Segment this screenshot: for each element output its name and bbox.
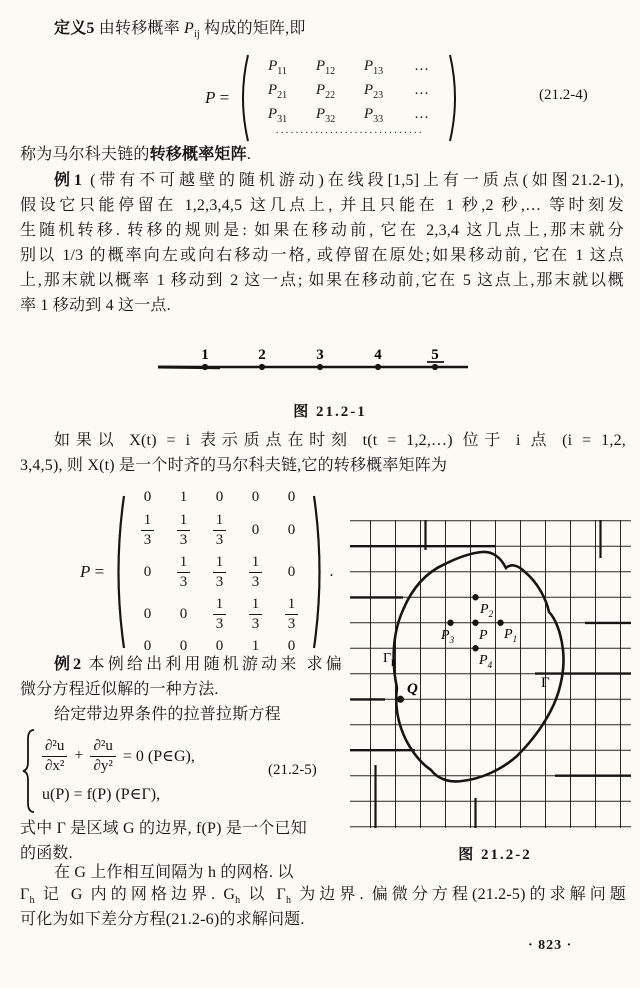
matrix-cell: 1 xyxy=(179,489,188,505)
matrix-cell: $\frac{1}{3}$ xyxy=(285,596,299,632)
matrix-cell: $P_{13}$ xyxy=(363,58,384,77)
left-paren xyxy=(112,493,126,651)
matrix-cell: 0 xyxy=(143,563,152,580)
paragraph-line: 生随机转移. 转移的规则是: 如果在移动前, 它在 2,3,4 这几点上,那末就分 xyxy=(20,222,624,239)
equation-tag-2124: (21.2-4) xyxy=(539,87,588,103)
point-p2-dot xyxy=(472,594,478,600)
matrix-lhs: P = xyxy=(205,88,234,107)
pde-rhs: = 0 (P∈G), xyxy=(122,748,195,765)
point-dot xyxy=(259,364,265,370)
paragraph-line: 上,那末就以概率 1 移动到 2 这一点; 如果在移动前,它在 5 这点上,那末就以概 xyxy=(20,272,624,289)
matrix-cell: … xyxy=(413,82,429,98)
matrix-cell: $\frac{1}{3}$ xyxy=(141,512,155,548)
matrix-cell: 0 xyxy=(143,489,152,505)
matrix-cell: $P_{22}$ xyxy=(315,82,336,101)
matrix-cell: 1 xyxy=(251,638,260,654)
page-number: · 823 · xyxy=(528,938,573,953)
label-p1: $P_1$ xyxy=(504,627,518,644)
label-p4: $P_4$ xyxy=(479,653,493,670)
matrix-cell: $P_{21}$ xyxy=(267,82,288,101)
paragraph-line: 例1 (带有不可越壁的随机游动)在线段[1,5]上有一质点(如图21.2-1), xyxy=(54,172,624,189)
boundary-condition-line xyxy=(42,784,195,804)
matrix-cell: 0 xyxy=(287,489,296,505)
equation-matrix-p xyxy=(80,489,334,654)
matrix-dots-row: ······························ xyxy=(275,130,424,138)
figure-2-caption: 图 21.2-2 xyxy=(458,847,532,863)
matrix-cell: $P_{23}$ xyxy=(363,82,384,101)
label-p2: $P_2$ xyxy=(480,602,494,619)
point-dot xyxy=(432,364,438,370)
matrix-cell: $P_{33}$ xyxy=(363,106,384,125)
label-gamma: Γ xyxy=(541,675,550,691)
right-paren xyxy=(312,493,326,651)
point-p-dot xyxy=(472,620,478,626)
point-label: 1 xyxy=(201,347,209,363)
matrix-cell: $\frac{1}{3}$ xyxy=(177,512,191,548)
equation-tag-2125: (21.2-5) xyxy=(268,762,317,778)
paragraph-line: 如果以 X(t) = i 表示质点在时刻 t(t = 1,2,…) 位于 i 点 (i = 1,2, xyxy=(54,432,626,449)
paragraph-line: $\Gamma_h$ 记 G 内的网格边界. $G_h$ 以 $\Gamma_h$ 为边界. 偏微分方程(21.2-5)的求解问题 xyxy=(20,886,626,907)
matrix-cell: 0 xyxy=(287,521,296,538)
transition-matrix-p xyxy=(129,489,309,655)
matrix-name-paragraph: 称为马尔科夫链的转移概率矩阵. xyxy=(20,146,252,163)
example-1-paragraph xyxy=(20,168,624,318)
paragraph-line: 式中 Γ 是区域 G 的边界, f(P) 是一个已知 xyxy=(20,820,307,837)
matrix-cell: … xyxy=(413,106,429,122)
matrix-cell: $\frac{1}{3}$ xyxy=(213,512,227,548)
gamma-explanation-paragraph xyxy=(20,816,342,866)
transition-matrix-2124 xyxy=(253,58,445,138)
matrix-cell: 0 xyxy=(143,638,152,654)
paragraph-line: 别以 1/3 的概率向左或向右移动一格, 或停留在原处;如果移动前, 它在 1 这点 xyxy=(20,247,624,264)
paragraph-line: 的函数. xyxy=(20,845,73,862)
point-dot xyxy=(375,364,381,370)
matrix-period: . xyxy=(329,563,334,580)
matrix-cell: 0 xyxy=(215,489,224,505)
equation-21-2-4 xyxy=(205,52,461,144)
matrix-lhs: P = xyxy=(80,562,109,581)
point-p1-dot xyxy=(497,620,503,626)
matrix-cell: $\frac{1}{3}$ xyxy=(249,554,263,590)
fraction-term: $\frac{\text{∂²u}}{\text{∂y²}}$ xyxy=(90,738,115,774)
label-gamma-h: $\Gamma_h$ xyxy=(383,651,396,668)
equation-21-2-5 xyxy=(22,728,195,814)
point-label: 4 xyxy=(374,347,382,363)
matrix-cell: $\frac{1}{3}$ xyxy=(213,554,227,590)
point-p3-dot xyxy=(447,620,453,626)
matrix-cell: $P_{12}$ xyxy=(315,58,336,77)
plus-sign: + xyxy=(74,747,84,764)
example-2-paragraph xyxy=(20,652,342,702)
matrix-cell: $P_{11}$ xyxy=(268,58,287,77)
markov-chain-paragraph xyxy=(20,428,626,478)
point-label: 3 xyxy=(316,347,324,363)
left-paren xyxy=(237,52,250,144)
matrix-cell: $P_{31}$ xyxy=(267,106,288,125)
paragraph-line: 微分方程近似解的一种方法. xyxy=(20,681,219,698)
matrix-cell: 0 xyxy=(251,521,260,538)
label-p3: $P_3$ xyxy=(441,628,455,645)
definition-5-paragraph: 定义5 由转移概率 $P_{ij}$ 构成的矩阵,即 xyxy=(54,20,306,41)
matrix-cell: 0 xyxy=(179,605,188,622)
left-brace xyxy=(22,728,36,814)
figure-21-2-1 xyxy=(150,340,480,382)
paragraph-line: 可化为如下差分方程(21.2-6)的求解问题. xyxy=(20,911,305,928)
paragraph-line: 例2 本例给出利用随机游动来 求偏 xyxy=(54,656,342,673)
label-q: Q xyxy=(407,681,418,697)
label-p: P xyxy=(479,628,488,643)
laplace-intro-line: 给定带边界条件的拉普拉斯方程 xyxy=(54,706,281,723)
grid-boundary-paragraph xyxy=(20,882,626,932)
paragraph-line: 3,4,5), 则 X(t) 是一个时齐的马尔科夫链,它的转移概率矩阵为 xyxy=(20,457,448,474)
matrix-cell: $\frac{1}{3}$ xyxy=(177,554,191,590)
pde-line xyxy=(42,738,195,774)
matrix-cell: 0 xyxy=(143,605,152,622)
matrix-cell: $\frac{1}{3}$ xyxy=(249,596,263,632)
point-dot xyxy=(317,364,323,370)
point-label: 2 xyxy=(258,347,266,363)
boundary-condition: u(P) = f(P) (P∈Γ), xyxy=(42,786,161,803)
matrix-cell: 0 xyxy=(251,489,260,505)
paragraph-line: 假设它只能停留在 1,2,3,4,5 这几点上, 并且只能在 1 秒,2 秒,… 等时刻发 xyxy=(20,197,624,214)
fraction-term: $\frac{\text{∂²u}}{\text{∂x²}}$ xyxy=(42,738,67,774)
equation-system xyxy=(42,738,195,804)
point-q-dot xyxy=(397,696,404,703)
paragraph-line: 率 1 移动到 4 这一点. xyxy=(20,297,171,314)
matrix-cell: 0 xyxy=(287,563,296,580)
matrix-cell: 0 xyxy=(179,638,188,654)
matrix-cell: $P_{32}$ xyxy=(315,106,336,125)
right-paren xyxy=(448,52,461,144)
matrix-cell: 0 xyxy=(287,638,296,654)
grid-construction-line: 在 G 上作相互间隔为 h 的网格. 以 xyxy=(54,864,294,881)
matrix-cell: 0 xyxy=(215,638,224,654)
matrix-cell: … xyxy=(413,58,429,74)
figure-21-2-2 xyxy=(345,520,640,840)
point-p4-dot xyxy=(472,645,478,651)
matrix-cell: $\frac{1}{3}$ xyxy=(213,596,227,632)
point-dot xyxy=(202,364,208,370)
figure-1-caption: 图 21.2-1 xyxy=(293,404,367,420)
point-label: 5 xyxy=(431,347,439,363)
